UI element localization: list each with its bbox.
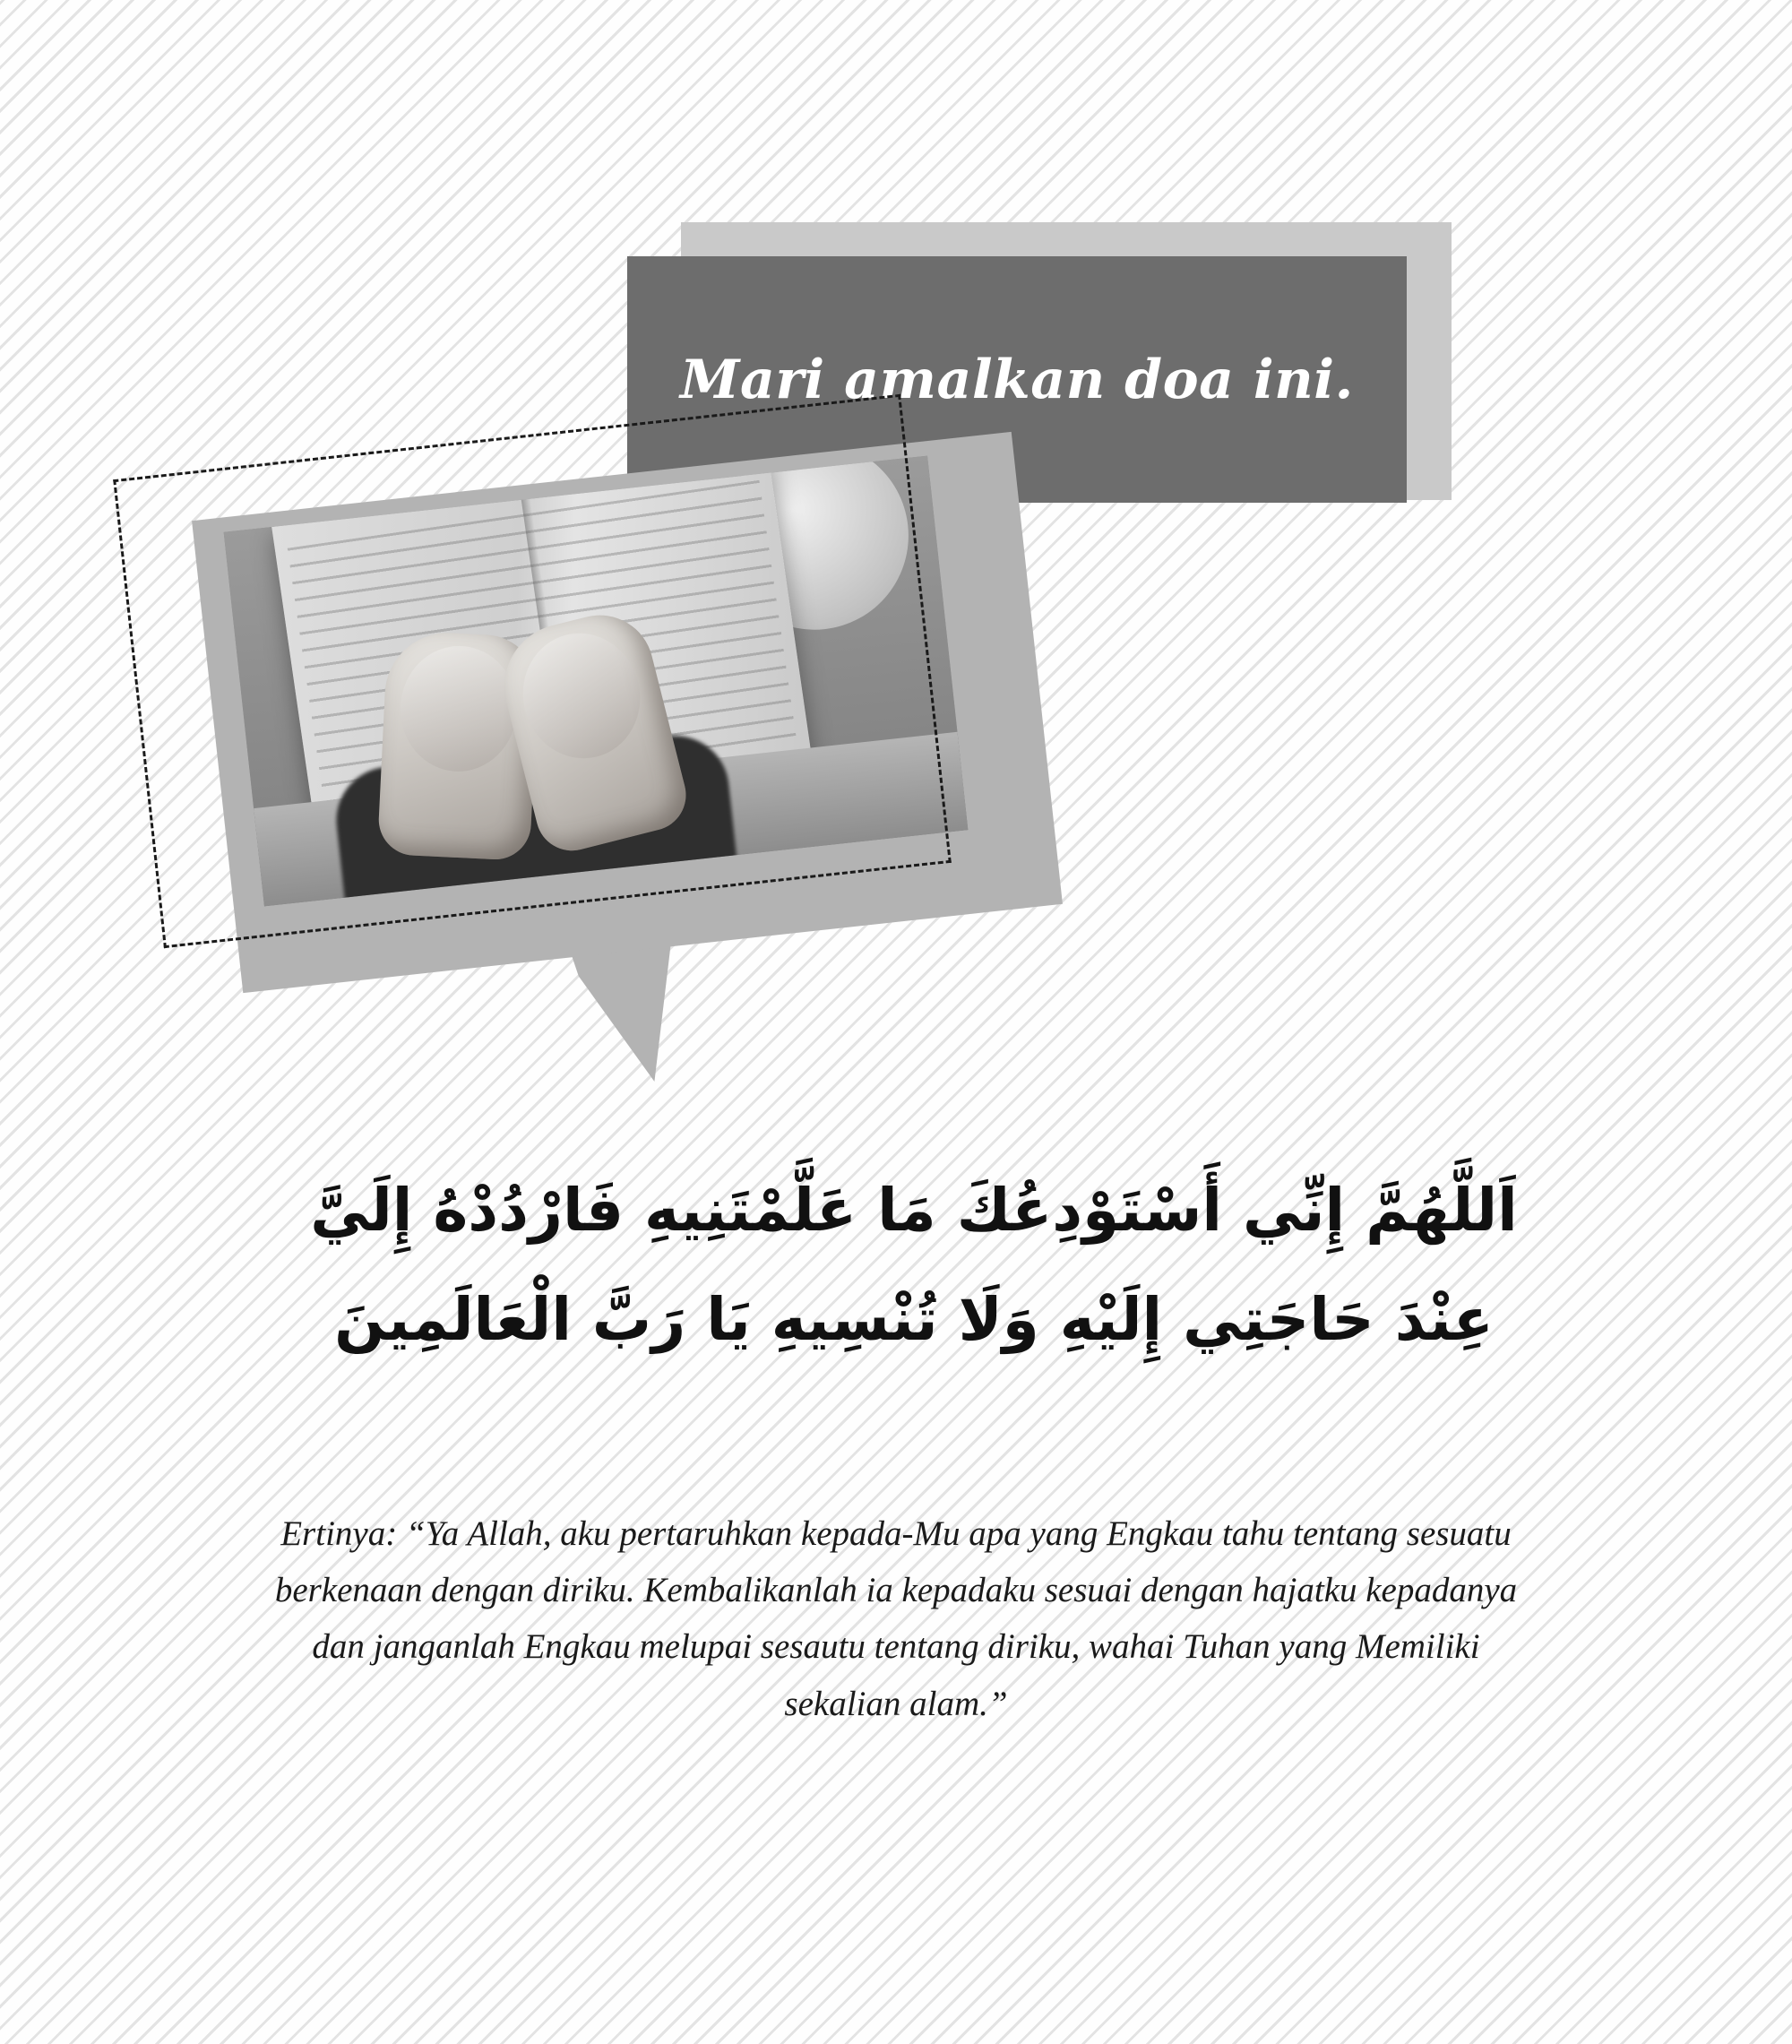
dua-translation: Ertinya: “Ya Allah, aku pertaruhkan kepada-Mu apa yang Engkau tahu tentang sesuatu berkenaan dengan diriku. Kembalikanlah ia kepadaku sesuai dengan hajatku kepadanya dan janganlah Engkau melupai sesautu tentang diriku, wahai Tuhan yang Memiliki sekalian alam.” <box>274 1514 1518 1723</box>
dua-line-2: عِنْدَ حَاجَتِي إِلَيْهِ وَلَا تُنْسِيهِ يَا رَبَّ الْعَالَمِينَ <box>334 1285 1494 1355</box>
dua-line-1: اَللَّهُمَّ إِنِّي أَسْتَوْدِعُكَ مَا عَلَّمْتَنِيهِ فَارْدُدْهُ إِلَيَّ <box>310 1176 1518 1245</box>
speech-bubble <box>188 448 1102 1129</box>
banner-title: Mari amalkan doa ini. <box>680 348 1354 411</box>
dashed-border-outline <box>113 394 952 948</box>
dua-arabic-text <box>224 1156 1604 1375</box>
